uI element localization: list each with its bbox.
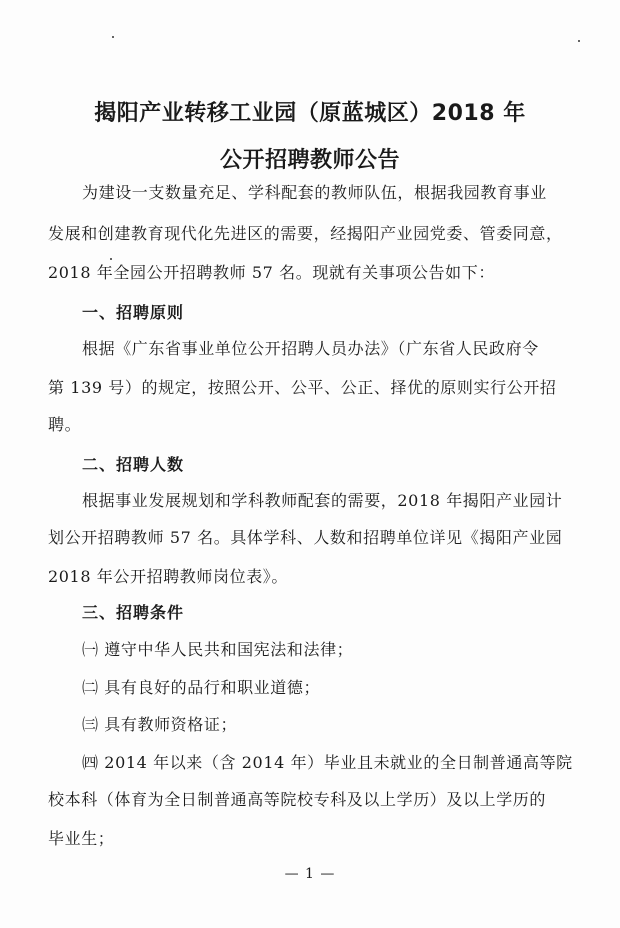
section2-line-1: 根据事业发展规划和学科教师配套的需要，2018 年揭阳产业园计 bbox=[82, 491, 563, 510]
intro-line-1: 为建设一支数量充足、学科配套的教师队伍，根据我园教育事业 bbox=[82, 183, 547, 202]
section3-item-4: ㈣ 2014 年以来（含 2014 年）毕业且未就业的全日制普通高等院 bbox=[82, 753, 573, 772]
section3-continuation-1: 校本科（体育为全日制普通高等院校专科及以上学历）及以上学历的 bbox=[48, 790, 547, 809]
section2-heading: 二、招聘人数 bbox=[82, 455, 185, 474]
section3-heading: 三、招聘条件 bbox=[82, 603, 185, 622]
section1-heading: 一、招聘原则 bbox=[82, 303, 185, 322]
section3-continuation-2: 毕业生； bbox=[48, 829, 115, 848]
section1-line-3: 聘。 bbox=[48, 415, 82, 434]
intro-line-2: 发展和创建教育现代化先进区的需要，经揭阳产业园党委、管委同意， bbox=[48, 224, 563, 243]
scan-speck bbox=[578, 40, 580, 42]
document-title-line2: 公开招聘教师公告 bbox=[219, 148, 400, 173]
section3-item-3: ㈢ 具有教师资格证； bbox=[82, 715, 238, 734]
section2-line-3: 2018 年公开招聘教师岗位表》。 bbox=[48, 567, 289, 586]
section2-line-2: 划公开招聘教师 57 名。具体学科、人数和招聘单位详见《揭阳产业园 bbox=[48, 528, 563, 547]
section1-line-1: 根据《广东省事业单位公开招聘人员办法》（广东省人民政府令 bbox=[82, 339, 539, 358]
section3-item-2: ㈡ 具有良好的品行和职业道德； bbox=[82, 678, 321, 697]
scan-speck bbox=[112, 36, 114, 38]
intro-line-3: 2018 年全园公开招聘教师 57 名。现就有关事项公告如下： bbox=[48, 263, 495, 282]
section3-item-1: ㈠ 遵守中华人民共和国宪法和法律； bbox=[82, 640, 354, 659]
page-number: — 1 — bbox=[284, 866, 336, 882]
document-title-line1: 揭阳产业转移工业园（原蓝城区）2018 年 bbox=[94, 101, 526, 126]
scan-speck bbox=[110, 258, 112, 260]
section1-line-2: 第 139 号）的规定，按照公开、公平、公正、择优的原则实行公开招 bbox=[48, 378, 557, 397]
